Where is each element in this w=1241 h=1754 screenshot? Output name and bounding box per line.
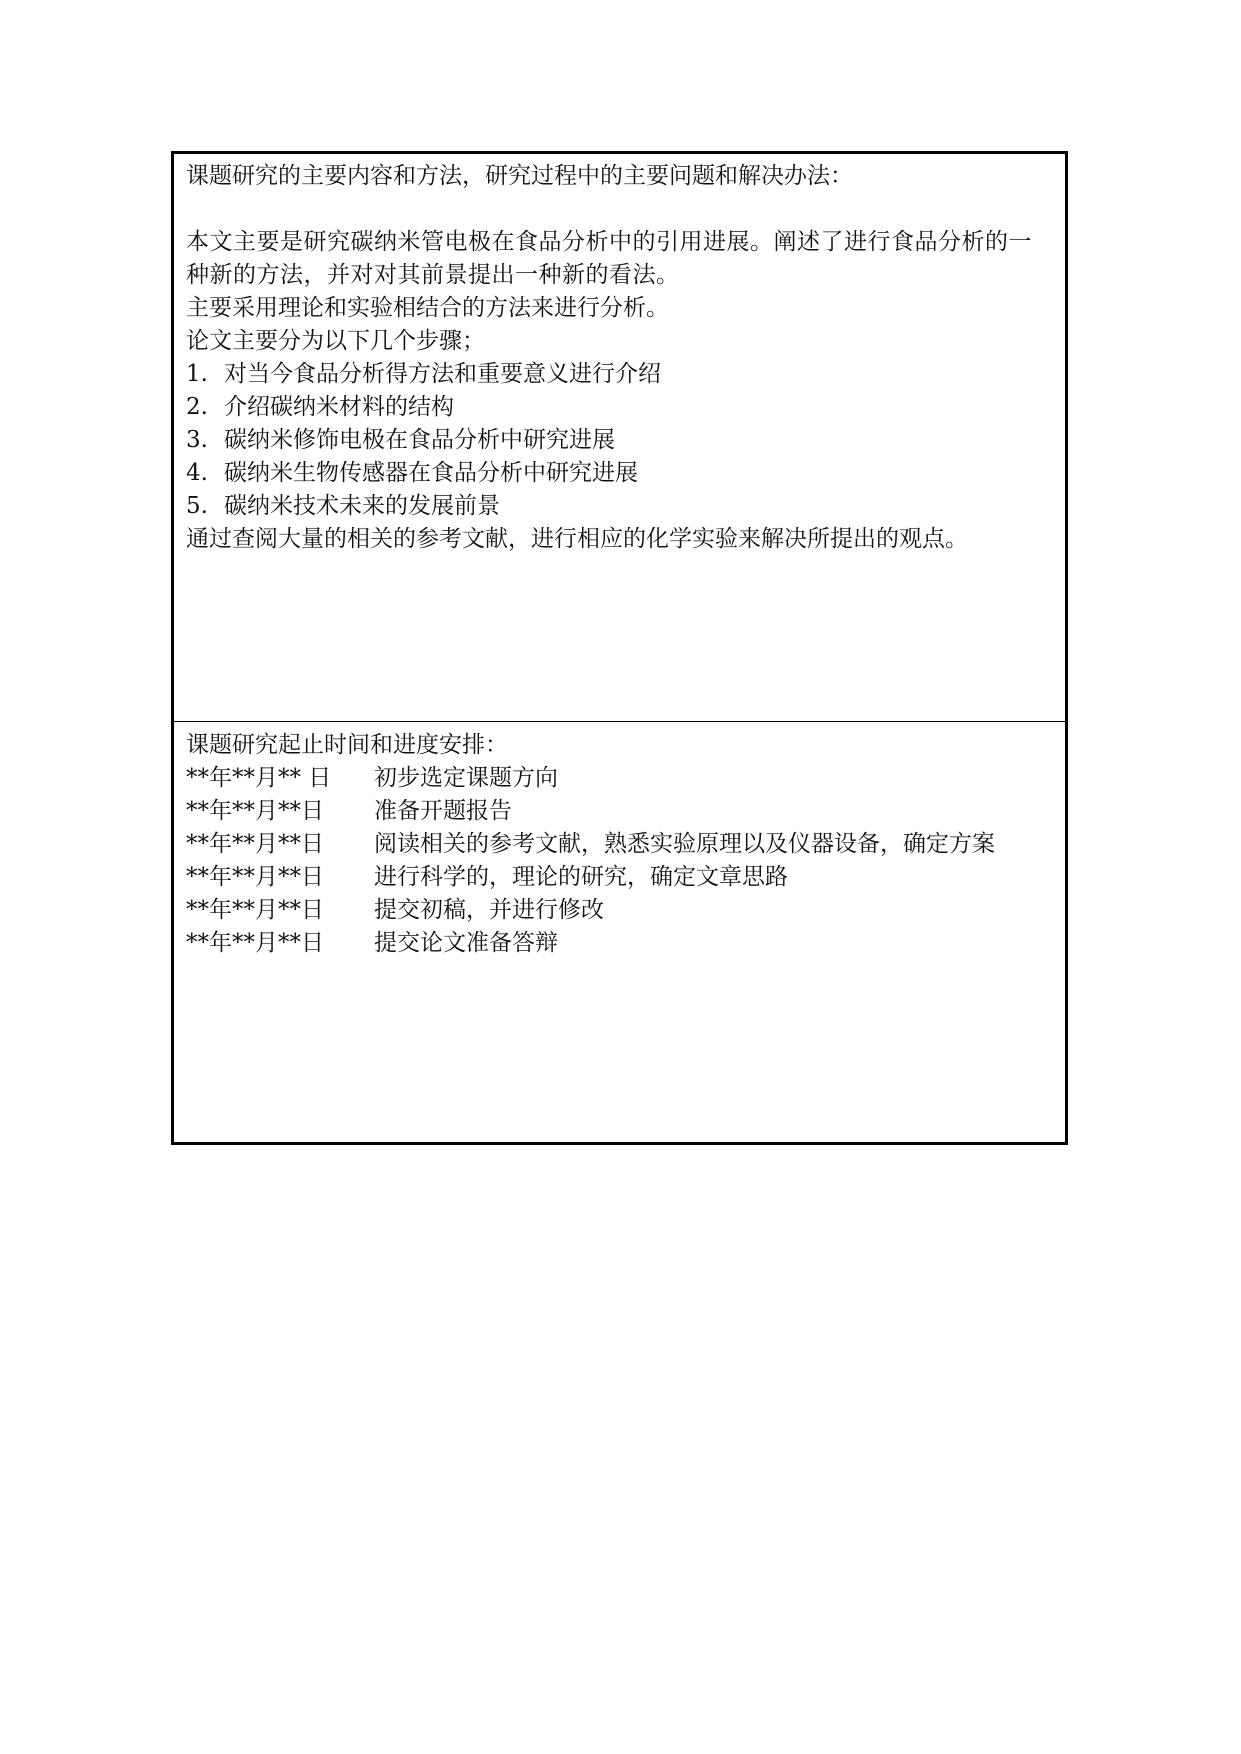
schedule-date: **年**月**日 <box>186 897 324 923</box>
steps-intro: 论文主要分为以下几个步骤； <box>186 328 485 354</box>
schedule-task: 准备开题报告 <box>374 798 512 824</box>
blank-line <box>186 193 1055 226</box>
schedule-section <box>174 723 1065 1142</box>
methods-conclusion: 通过查阅大量的相关的参考文献，进行相应的化学实验来解决所提出的观点。 <box>186 526 968 552</box>
schedule-row <box>186 927 1055 960</box>
step-text: 碳纳米技术未来的发展前景 <box>224 493 500 519</box>
step-text: 介绍碳纳米材料的结构 <box>224 394 454 420</box>
step-item <box>186 457 1055 490</box>
step-number: 1. <box>186 361 208 387</box>
schedule-task: 阅读相关的参考文献，熟悉实验原理以及仪器设备，确定方案 <box>374 831 995 857</box>
methods-approach: 主要采用理论和实验相结合的方法来进行分析。 <box>186 295 669 321</box>
proposal-form-table <box>171 151 1068 1145</box>
schedule-date: **年**月** 日 <box>186 765 332 791</box>
step-number: 2. <box>186 394 208 420</box>
schedule-task: 提交论文准备答辩 <box>374 930 558 956</box>
step-item <box>186 391 1055 424</box>
step-item <box>186 424 1055 457</box>
schedule-row <box>186 861 1055 894</box>
step-number: 3. <box>186 427 208 453</box>
section-divider <box>174 721 1065 722</box>
methods-paragraph: 本文主要是研究碳纳米管电极在食品分析中的引用进展。阐述了进行食品分析的一种新的方法，并对对其前景提出一种新的看法。 <box>186 229 1032 288</box>
step-text: 碳纳米修饰电极在食品分析中研究进展 <box>224 427 615 453</box>
schedule-heading: 课题研究起止时间和进度安排： <box>186 732 508 758</box>
step-item <box>186 490 1055 523</box>
schedule-date: **年**月**日 <box>186 930 324 956</box>
step-number: 4. <box>186 460 208 486</box>
schedule-date: **年**月**日 <box>186 864 324 890</box>
schedule-date: **年**月**日 <box>186 831 324 857</box>
schedule-task: 提交初稿，并进行修改 <box>374 897 604 923</box>
step-item <box>186 358 1055 391</box>
schedule-row <box>186 828 1055 861</box>
schedule-row <box>186 795 1055 828</box>
schedule-date: **年**月**日 <box>186 798 324 824</box>
step-number: 5. <box>186 493 208 519</box>
schedule-row <box>186 894 1055 927</box>
schedule-row <box>186 762 1055 795</box>
step-text: 对当今食品分析得方法和重要意义进行介绍 <box>224 361 661 387</box>
schedule-task: 初步选定课题方向 <box>374 765 558 791</box>
methods-section <box>174 154 1065 721</box>
step-text: 碳纳米生物传感器在食品分析中研究进展 <box>224 460 638 486</box>
methods-heading: 课题研究的主要内容和方法，研究过程中的主要问题和解决办法： <box>186 163 853 189</box>
schedule-task: 进行科学的，理论的研究，确定文章思路 <box>374 864 788 890</box>
